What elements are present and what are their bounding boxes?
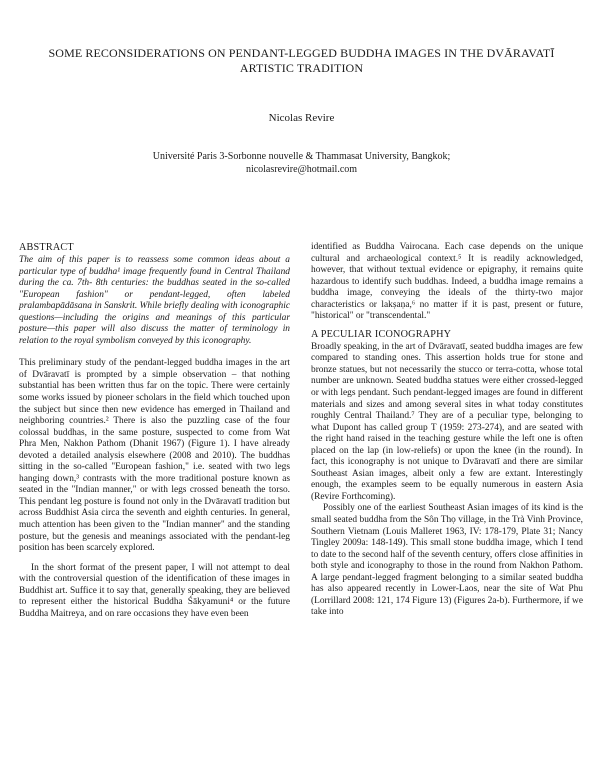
right-column bbox=[311, 242, 583, 619]
affiliation-line: Université Paris 3-Sorbonne nouvelle & Thammasat University, Bangkok; bbox=[152, 151, 451, 162]
body-paragraph: Possibly one of the earliest Southeast Asian images of its kind is the small seated buddha from the Sôn Thọ village, in the Trà Vinh Province, Southern Vietnam (Louis Malleret 1963, IV: 178-179, Plate 31; Nancy Tingley 2009a: 148-149). This small stone buddha image, which I tend to date to the second half of the seventh century, offers close affinities in both style and iconography to those in the round from Nakhon Pathom. A large pendant-legged fragment belonging to a similar seated buddha has also appeared recently in Lower-Laos, near the site of Wat Phu (Lorrillard 2008: 121, 174 Figure 13) (Figures 2a-b). Furthermore, if we take into bbox=[311, 503, 583, 618]
abstract-heading: ABSTRACT bbox=[19, 242, 74, 253]
body-paragraph: Broadly speaking, in the art of Dvāravatī, seated buddha images are few compared to standing ones. This assertion holds true for stone and bronze statues, but not necessarily the stucco or terra-cotta, whose total number are unknown. Seated buddha statues were either crossed-legged or with legs pendant. Such pendant-legged images are found in different materials and sizes and among several sites in what today constitutes roughly Central Thailand.⁷ They are of a peculiar type, belonging to what Dupont has called group T (1959: 273-274), and are seated with the right hand raised in the teaching gesture while the left one is often placed on the lap (in low-reliefs) or upon the knee (in the round). In fact, this iconography is not unique to Dvāravatī and there are similar Southeast Asian images, albeit only a few are extant. Interestingly enough, the examples seem to be equally numerous in eastern Asia (Revire Forthcoming). bbox=[311, 341, 583, 502]
body-paragraph: In the short format of the present paper, I will not attempt to deal with the controversial question of the identification of these images in Buddhist art. Suffice it to say that, generally speaking, they are believed to represent either the historical Buddha Śākyamuni⁴ or the future Buddha Maitreya, and on rare occasions they have even been bbox=[19, 562, 290, 619]
abstract-text: The aim of this paper is to reassess some common ideas about a particular type of buddha¹ image frequently found in Central Thailand during the ca. 7th- 8th centuries: the buddhas seated in the so-called "European fashion" or pendant-legged, often labeled pralambapādāsana in Sanskrit. While briefly dealing with iconographic questions—including the origins and meanings of this particular posture—this paper will also discuss the matter of terminology in relation to the royal symbolism conveyed by this iconography. bbox=[19, 255, 290, 346]
body-paragraph: identified as Buddha Vairocana. Each case depends on the unique cultural and archaeological context.⁵ It is readily acknowledged, however, that without textual evidence or epigraphy, it remains quite hazardous to identify such buddhas. Indeed, a buddha image remains a buddha image, conveying the ideals of the thirty-two major characteristics or lakṣaṇa,⁶ no matter if it is past, present or future, "historical" or "transcendental." bbox=[311, 242, 583, 322]
author-name: Nicolas Revire bbox=[268, 112, 335, 124]
affiliation-block bbox=[60, 150, 543, 176]
author-email: nicolasrevire@hotmail.com bbox=[245, 164, 358, 176]
section-heading: A PECULIAR ICONOGRAPHY bbox=[311, 328, 452, 340]
paper-title: SOME RECONSIDERATIONS ON PENDANT-LEGGED BUDDHA IMAGES IN THE DVĀRAVATĪ ARTISTIC TRADITION bbox=[48, 46, 555, 75]
left-column bbox=[19, 242, 290, 620]
body-paragraph: This preliminary study of the pendant-legged buddha images in the art of Dvāravatī is prompted by a simple observation – that nothing substantial has been written thus far on the topic. There were certainly some works issued by pioneer scholars in the field which touched upon the subject but since then new evidence has emerged in Thailand and neighboring countries.² There is also the puzzling case of the four colossal buddhas, in the same posture, suspected to come from Wat Phra Men, Nakhon Pathom (Dhanit 1967) (Figure 1). I have already devoted a detailed analysis elsewhere (2008 and 2010). The buddhas sitting in the so-called "European fashion," i.e. seated with two legs hanging down,³ contrasts with the more traditional posture known as seated in the "Indian manner," or with legs crossed beneath the torso. This pendant leg posture is found not only in the Dvāravatī tradition but across Buddhist Asia circa the seventh and eighth centuries. In general, much attention has been given to the "Indian manner" and the standing posture, but the genesis and meanings associated with the pendant-leg position has been scarcely explored. bbox=[19, 358, 290, 554]
